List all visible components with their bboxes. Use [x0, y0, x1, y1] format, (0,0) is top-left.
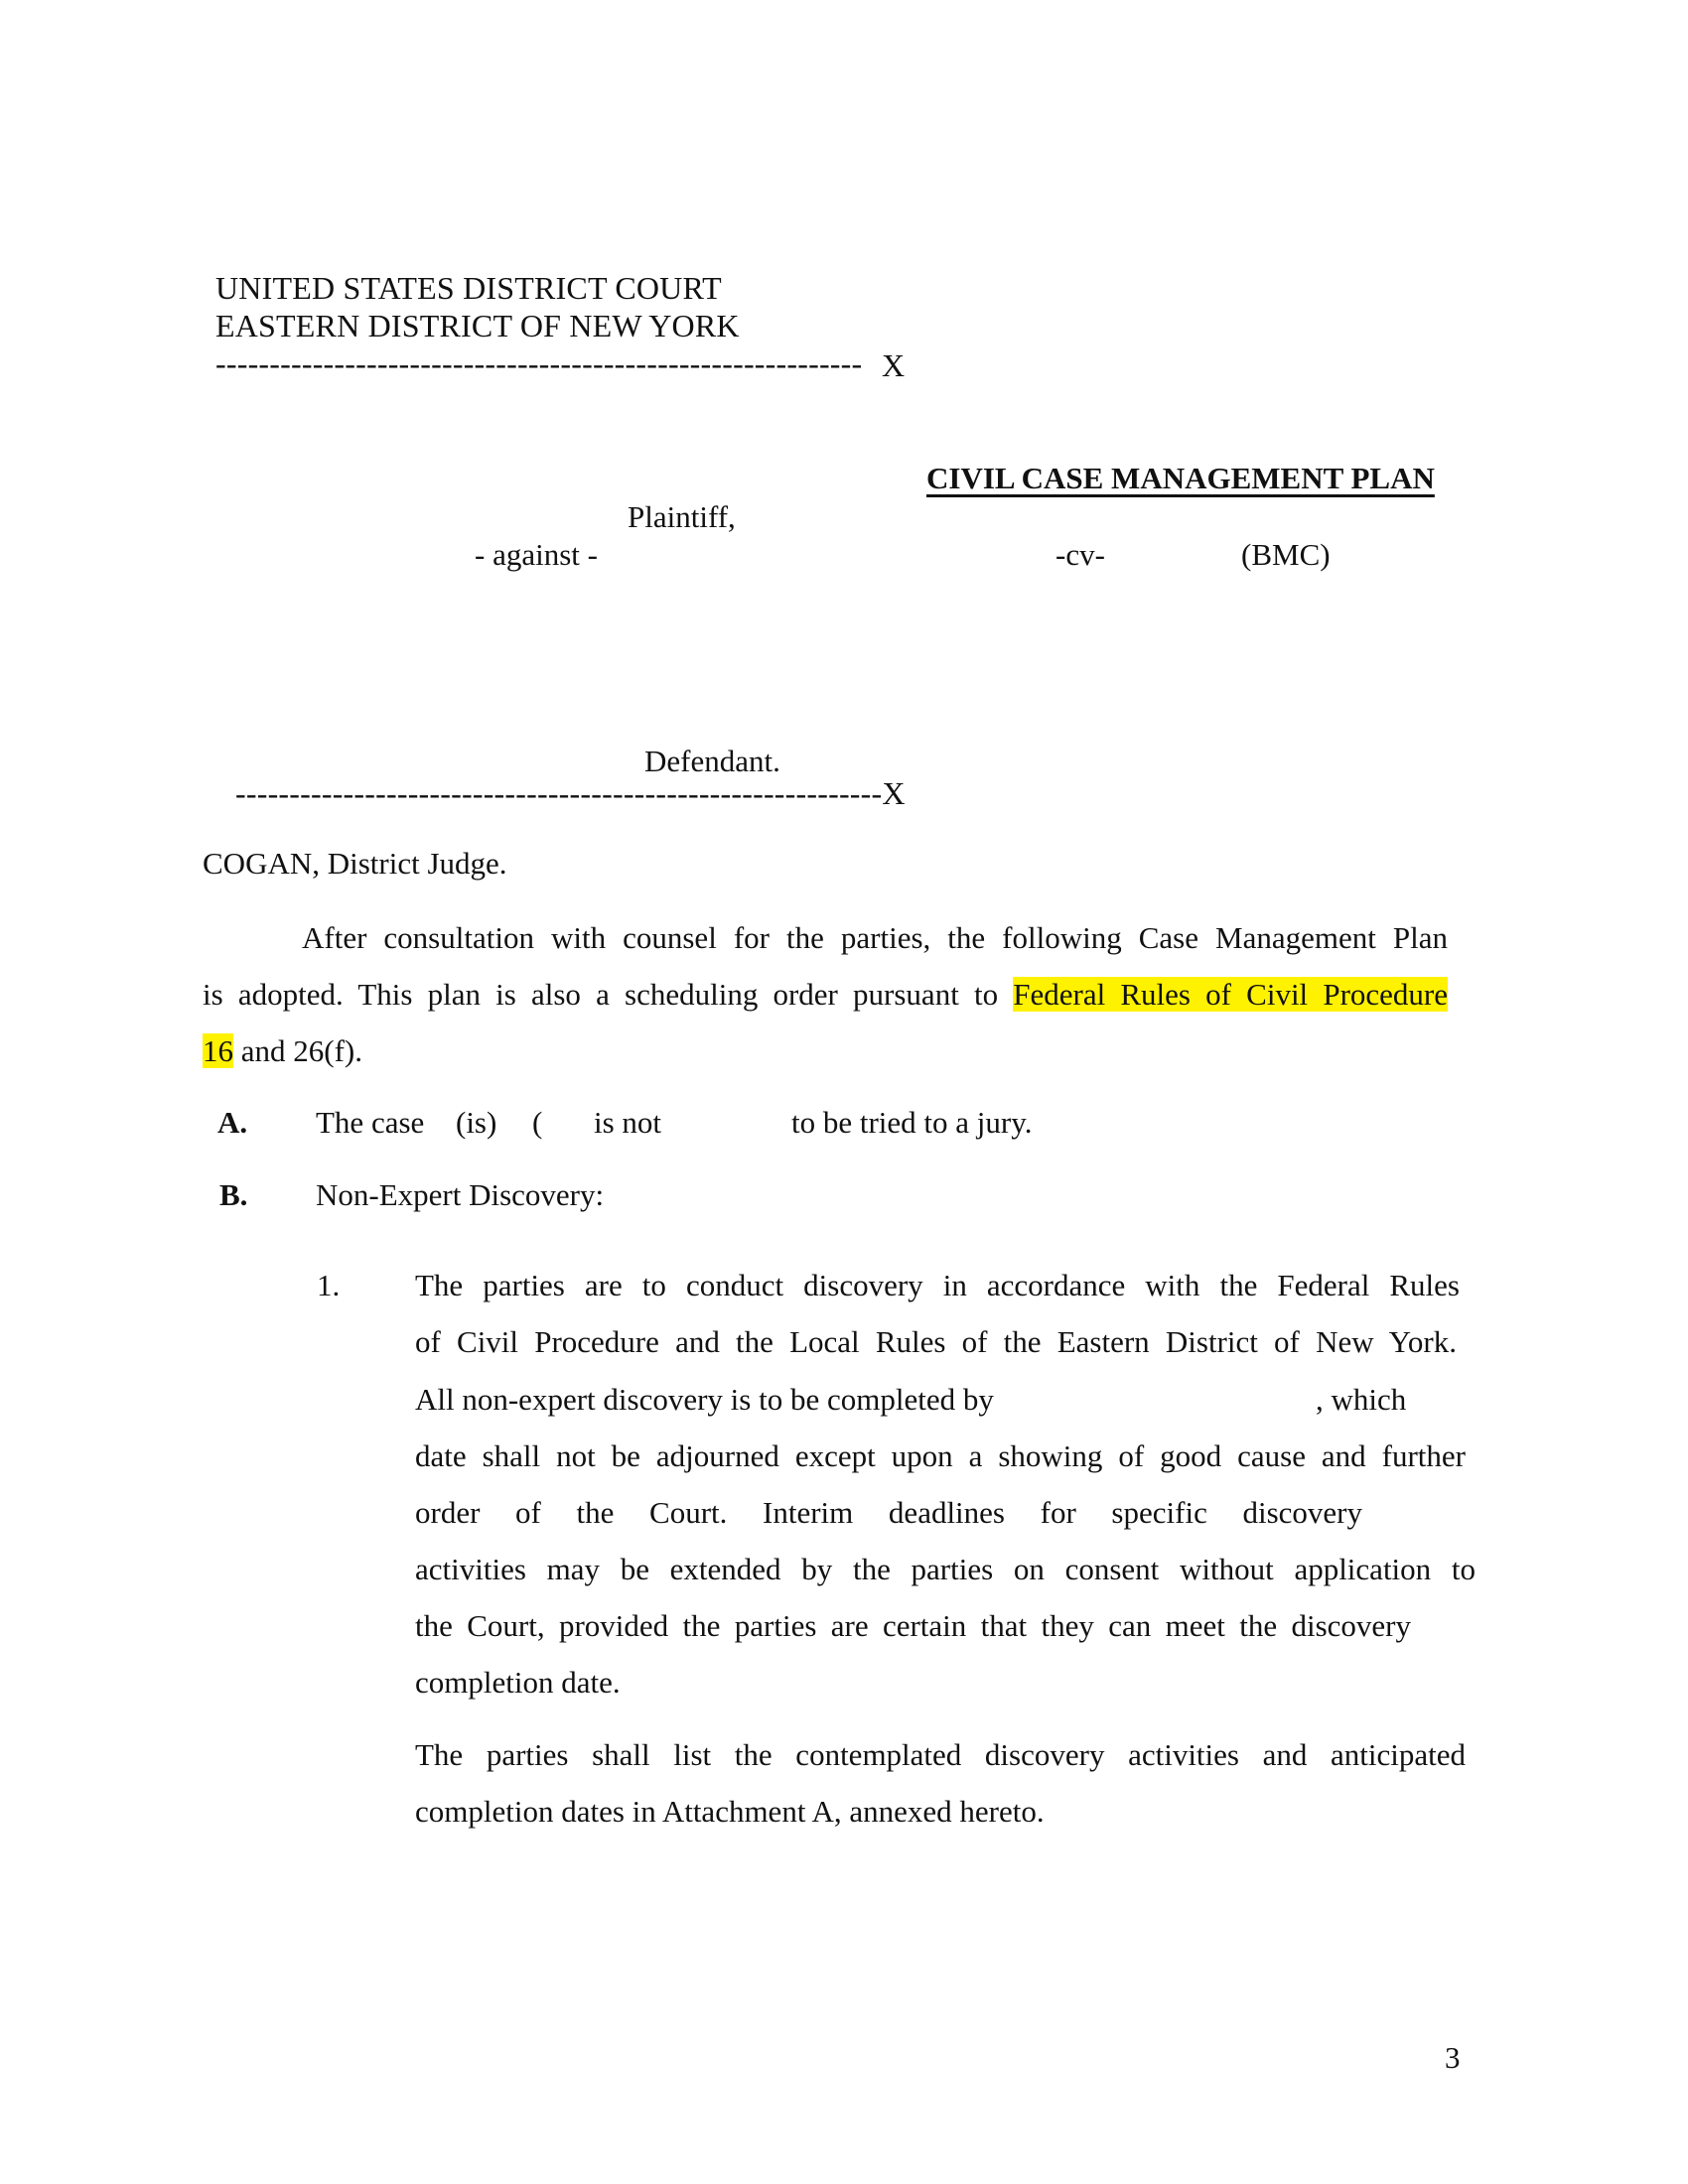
item-1-para2-line-2: completion dates in Attachment A, annexed hereto.: [415, 1794, 1045, 1829]
rule-number-highlight: 16: [203, 1033, 233, 1068]
section-a-text-2: (is): [456, 1105, 497, 1140]
item-1-line-3-end: , which: [1316, 1382, 1407, 1417]
caption-rule-top: ------------------------------------------------------------: [215, 345, 863, 381]
item-1-line-4: date shall not be adjourned except upon a showing of good cause and further: [415, 1438, 1466, 1473]
intro-line-1: After consultation with counsel for the parties, the following Case Management Plan: [302, 920, 1448, 955]
section-a-label: A.: [217, 1105, 248, 1140]
plaintiff-label: Plaintiff,: [628, 499, 736, 534]
intro-line-2: [203, 977, 1448, 1013]
section-a-text-4: is not: [594, 1105, 662, 1140]
item-1-line-1: The parties are to conduct discovery in accordance with the Federal Rules: [415, 1268, 1460, 1302]
court-name: UNITED STATES DISTRICT COURT: [215, 270, 722, 306]
document-title: CIVIL CASE MANAGEMENT PLAN: [926, 461, 1435, 495]
intro-line-2-text: is adopted. This plan is also a scheduling order pursuant to: [203, 977, 1014, 1012]
item-1-line-8: completion date.: [415, 1665, 621, 1700]
item-1-line-5: order of the Court. Interim deadlines for specific discovery: [415, 1495, 1362, 1530]
section-b-heading: Non-Expert Discovery:: [316, 1177, 605, 1212]
section-b-label: B.: [219, 1177, 248, 1212]
item-1-para2-line-1: The parties shall list the contemplated discovery activities and anticipated: [415, 1737, 1466, 1772]
section-a-text-5: to be tried to a jury.: [791, 1105, 1033, 1140]
section-a-text-3: (: [532, 1105, 543, 1140]
caption-rule-bottom: ------------------------------------------------------------X: [235, 775, 906, 811]
item-1-number: 1.: [317, 1268, 341, 1302]
judge-initials: (BMC): [1241, 537, 1331, 572]
section-a-text-1: The case: [316, 1105, 425, 1140]
intro-line-3-text: and 26(f).: [233, 1033, 362, 1068]
item-1-line-3: All non-expert discovery is to be completed by: [415, 1382, 994, 1417]
intro-line-3: [203, 1033, 362, 1069]
against-label: - against -: [475, 537, 598, 572]
item-1-line-2: of Civil Procedure and the Local Rules of the Eastern District of New York.: [415, 1324, 1457, 1359]
item-1-line-7: the Court, provided the parties are certain that they can meet the discovery: [415, 1608, 1411, 1643]
rule-reference-highlight: Federal Rules of Civil Procedure: [1013, 977, 1448, 1012]
judge-line: COGAN, District Judge.: [203, 846, 507, 881]
defendant-label: Defendant.: [644, 744, 780, 778]
case-number-cv: -cv-: [1055, 537, 1105, 572]
court-district: EASTERN DISTRICT OF NEW YORK: [215, 308, 740, 343]
caption-rule-top-x: X: [882, 347, 906, 383]
item-1-line-6: activities may be extended by the parties on consent without application to: [415, 1552, 1476, 1586]
page-number: 3: [1445, 2040, 1461, 2075]
